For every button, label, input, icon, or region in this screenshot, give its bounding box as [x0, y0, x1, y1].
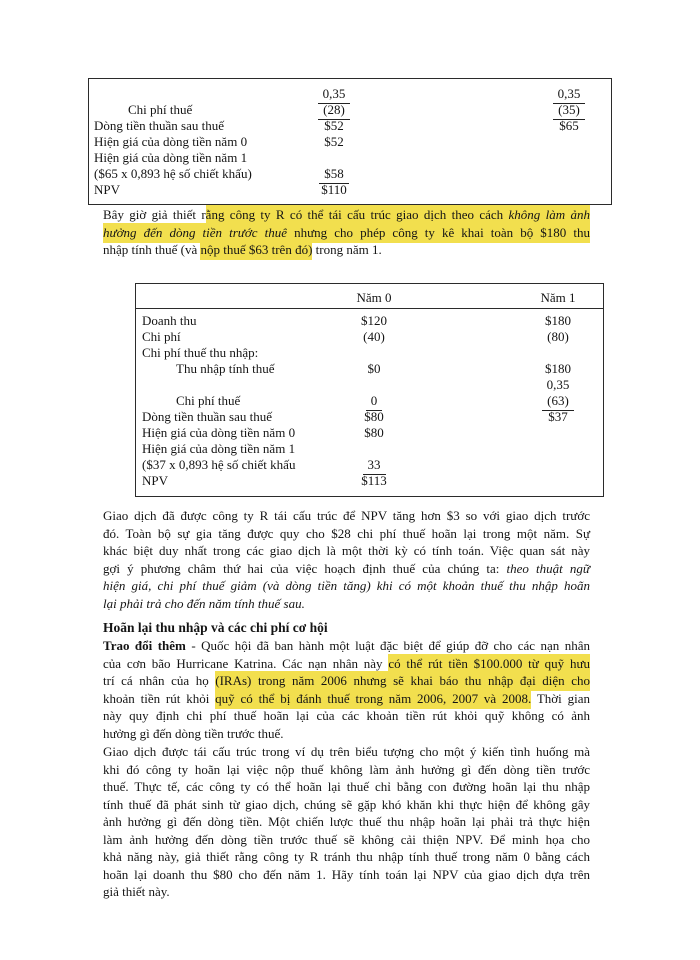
text-line: [103, 542, 590, 560]
row-label: Chi phí thuế: [176, 393, 241, 408]
highlighted-text: nộp thuế $63 trên đó): [200, 240, 312, 260]
text-line: [103, 761, 590, 779]
table-cell: Năm 0: [356, 290, 392, 305]
row-label: NPV: [142, 473, 169, 488]
underlined-value: 0,35: [318, 86, 351, 104]
text-line: [103, 690, 590, 708]
row-label: Dòng tiền thuần sau thuế: [142, 409, 272, 424]
text-line: [103, 560, 590, 578]
table-row: [89, 134, 611, 150]
text-segment: thuế. Thực tế, các công ty có thể hoãn lại thuế chỉ bằng con đường hoãn lại thu nhập: [103, 779, 590, 794]
paragraph-deferral-conclusion: [103, 743, 590, 901]
table-cell: $0: [367, 361, 381, 376]
text-line: [103, 595, 590, 613]
text-segment: khi đó công ty hoãn lại việc nộp thuế không làm ảnh hưởng gì đến dòng tiền trước: [103, 761, 590, 777]
text-line: [103, 206, 590, 224]
table-row: [136, 473, 603, 489]
text-segment: - Quốc hội đã ban hành một luật đặc biệt để giúp đỡ cho các nạn nhân: [185, 638, 590, 653]
table-row: [136, 425, 603, 441]
table-cell: (80): [547, 329, 569, 344]
npv-table-after-restructure: [135, 283, 604, 497]
text-line: [103, 672, 590, 690]
section-heading: Hoãn lại thu nhập và các chi phí cơ hội: [103, 620, 328, 635]
table-row: [136, 361, 603, 377]
table-cell: $80: [364, 409, 384, 424]
table-row: [89, 150, 611, 166]
highlighted-text: nhưng cho phép công ty kê khai toàn bộ $180 thu: [287, 223, 590, 243]
table-row: [136, 345, 603, 361]
text-segment: hoãn lại doanh thu $80 cho đến năm 1. Hãy tính toán lại NPV của giao dịch dựa trên: [103, 866, 590, 882]
text-segment: trong năm 1.: [312, 242, 382, 257]
text-line: [103, 883, 590, 901]
underlined-value: 0,35: [553, 86, 586, 104]
underlined-value: 33: [363, 457, 386, 475]
underlined-value: (28): [318, 102, 350, 120]
table-cell: $180: [545, 361, 571, 376]
table-cell: $65: [559, 118, 579, 133]
table-row: [136, 377, 603, 393]
table-cell: $37: [548, 409, 568, 424]
row-label: Hiện giá của dòng tiền năm 1: [142, 441, 296, 456]
text-segment: Thời gian: [531, 690, 590, 706]
row-label: Doanh thu: [142, 313, 197, 328]
row-label: Chi phí thuế: [128, 102, 193, 117]
paragraph-katrina-discussion: [103, 637, 590, 742]
text-segment: của cơn bão Hurricane Katrina. Các nạn nhân này: [103, 655, 389, 671]
underlined-value: (35): [553, 102, 585, 120]
table-row: [136, 393, 603, 409]
table-row: [89, 86, 611, 102]
row-label: Hiện giá của dòng tiền năm 1: [94, 150, 248, 165]
text-segment: khác biệt duy nhất trong các giao dịch là một thời kỳ có tính toán. Việc quan sát này: [103, 543, 590, 558]
text-segment: giả thiết này.: [103, 884, 170, 899]
text-line: [103, 241, 590, 259]
row-label: Hiện giá của dòng tiền năm 0: [142, 425, 296, 440]
npv-table-before-restructure: [88, 78, 612, 205]
row-label: Thu nhập tính thuế: [176, 361, 275, 376]
table-cell: $52: [324, 118, 344, 133]
text-line: [103, 224, 590, 242]
highlighted-text: (IRAs) trong năm 2006 nhưng sẽ khai báo thu nhập đại diện cho: [215, 671, 590, 691]
table-cell: (40): [363, 329, 385, 344]
text-segment: đó. Toàn bộ sự gia tăng được quy cho $28 chi phí thuế hoãn lại trong một năm. Sự: [103, 525, 590, 541]
text-line: [103, 655, 590, 673]
table-row: [89, 118, 611, 134]
table-row: [136, 313, 603, 329]
table-row: [136, 409, 603, 425]
text-segment: gợi ý phương châm thứ hai của việc hoạch định thuế của chúng ta:: [103, 560, 507, 576]
table-row: [89, 182, 611, 198]
row-label: Chi phí thuế thu nhập:: [142, 345, 259, 360]
underlined-value: 0: [366, 393, 383, 411]
table-cell: 0,35: [546, 377, 570, 392]
table-row: [89, 166, 611, 182]
table-row: [136, 329, 603, 345]
row-label: Chi phí: [142, 329, 181, 344]
row-label: ($65 x 0,893 hệ số chiết khấu): [94, 166, 252, 181]
text-segment: Trao đổi thêm: [103, 638, 186, 653]
table-cell: $120: [361, 313, 387, 328]
highlighted-text: có thể rút tiền $100.000 từ quỹ hưu: [388, 654, 590, 674]
text-line: [103, 813, 590, 831]
row-label: [89, 86, 94, 101]
table-cell: $80: [364, 425, 384, 440]
text-segment: trí cá nhân của họ: [103, 673, 216, 688]
table-cell: $52: [324, 134, 344, 149]
table-cell: Năm 1: [540, 290, 576, 305]
row-label: ($37 x 0,893 hệ số chiết khấu: [142, 457, 296, 472]
highlighted-text: hưởng đến dòng tiền trước thuế: [103, 223, 287, 243]
row-label: Dòng tiền thuần sau thuế: [94, 118, 224, 133]
text-segment: hiện giá, chi phí thuế giảm (và dòng tiền tăng) khi có một khoản thuế thu nhập hoãn: [103, 578, 590, 593]
text-segment: tính thuế đã phát sinh từ giao dịch, chúng sẽ gặp khó khăn khi thực hiện để không gây: [103, 796, 590, 812]
text-segment: làm ảnh hưởng đến dòng tiền trước thuế sẽ không cải thiện NPV. Để minh họa cho: [103, 831, 590, 847]
text-segment: theo thuật ngữ: [506, 560, 590, 576]
text-line: [103, 707, 590, 725]
text-line: [103, 796, 590, 814]
table-header-row: [136, 289, 603, 309]
text-segment: lại phải trả cho đến năm tính thuế sau.: [103, 595, 305, 611]
row-label: NPV: [94, 182, 121, 197]
table-row: [136, 441, 603, 457]
table-cell: $180: [545, 313, 571, 328]
text-segment: ảnh hưởng gì đến dòng tiền. Một chiến lược thuế thu nhập hoãn lại phải trả thực hiện: [103, 814, 590, 829]
underlined-value: $58: [319, 166, 349, 184]
text-line: [103, 507, 590, 525]
highlighted-text: không làm ảnh: [509, 205, 590, 225]
text-line: [103, 778, 590, 796]
text-line: [103, 866, 590, 884]
table-cell: $110: [321, 182, 347, 197]
text-segment: khoản tiền rút khỏi: [103, 690, 216, 706]
text-segment: nhập tính thuế (và: [103, 242, 201, 257]
paragraph-npv-analysis: [103, 507, 590, 612]
row-label: [136, 377, 142, 392]
text-line: [103, 848, 590, 866]
highlighted-text: quỹ có thể bị đánh thuế trong năm 2006, 2007 và 2008.: [215, 689, 531, 709]
text-segment: khả năng này, giả thiết rằng công ty R tránh thu nhập tính thuế trong năm 0 bằng cách: [103, 849, 590, 864]
text-line: [103, 831, 590, 849]
text-line: [103, 637, 590, 655]
text-segment: này quy định chi phí thuế hoãn lại của các khoản tiền rút khỏi quỹ không có ảnh: [103, 708, 590, 723]
text-segment: Giao dịch được tái cấu trúc trong ví dụ trên biểu tượng cho một ý kiến tình huống mà: [103, 744, 590, 759]
text-line: [103, 525, 590, 543]
text-line: [103, 725, 590, 743]
text-segment: hưởng gì đến dòng tiền trước thuế.: [103, 725, 284, 741]
highlighted-text: ằng công ty R có thể tái cấu trúc giao dịch theo cách: [206, 205, 509, 225]
table-cell: $113: [361, 473, 387, 488]
text-segment: Giao dịch đã được công ty R tái cấu trúc để NPV tăng hơn $3 so với giao dịch trước: [103, 508, 590, 523]
text-line: [103, 743, 590, 761]
row-label: Hiện giá của dòng tiền năm 0: [94, 134, 248, 149]
paragraph-restructure-assumption: [103, 206, 590, 259]
text-segment: Bây giờ giả thiết r: [103, 207, 206, 222]
text-line: [103, 577, 590, 595]
table-row: [136, 457, 603, 473]
underlined-value: (63): [542, 393, 574, 411]
table-row: [89, 102, 611, 118]
